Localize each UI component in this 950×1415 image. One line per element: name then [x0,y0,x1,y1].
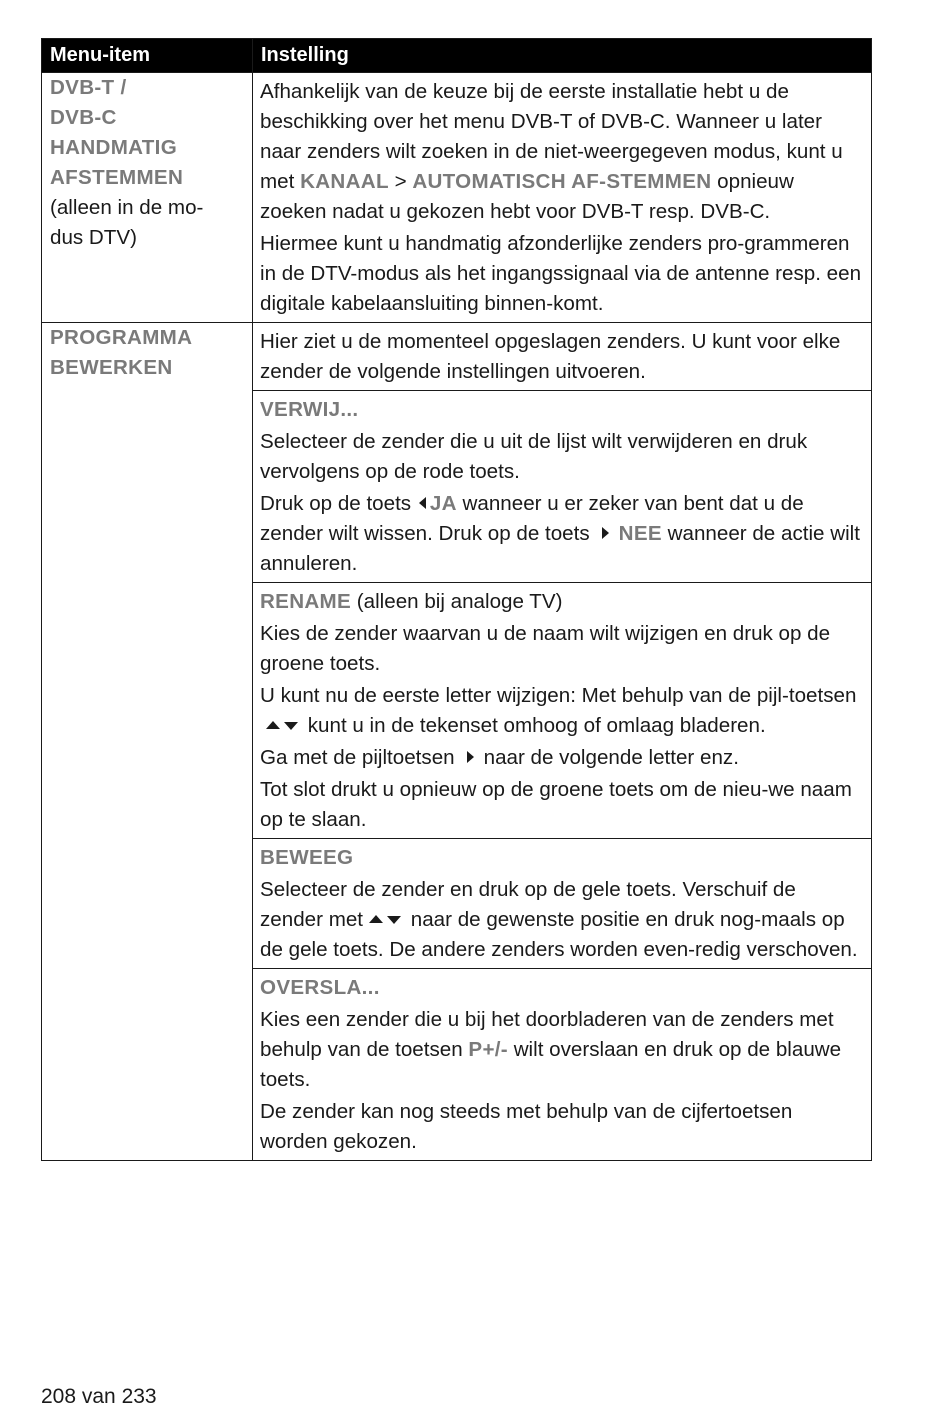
arrow-up-icon [369,915,383,923]
header-menu-item: Menu-item [42,39,253,73]
paragraph [260,681,863,741]
table-row [42,323,872,1161]
menu-item-dvb [42,73,252,253]
text: opnieuw zoeken nadat u gekozen hebt voor DVB-T resp. DVB-C. [260,170,794,223]
arrow-up-icon [266,721,280,729]
text: wilt overslaan en druk op de blauwe toets. [260,1038,842,1091]
keyword-kanaal: KANAAL [300,170,389,193]
paragraph [260,77,863,227]
text: kunt u in de tekenset omhoog of omlaag bladeren. [307,714,766,737]
text: Ga met de pijltoetsen [260,746,455,769]
separator: > [394,170,407,193]
paragraph: Tot slot drukt u opnieuw op de groene toets om de nieu-we naam op te slaan. [260,778,852,831]
menu-item-name: DVB-C [50,106,117,129]
text: Kies een zender die u bij het doorbladeren van de zenders met behulp van de toetsen [260,1008,834,1061]
rename-section [253,582,871,838]
paragraph [260,489,863,579]
text: Afhankelijk van de keuze bij de eerste installatie hebt u de beschikking over het menu DVB-T of DVB-C. Wanneer u later naar zenders wilt zoeken in de niet-weergegeven modus, kunt u met [260,80,843,193]
arrow-down-icon [284,722,298,730]
page-number: 208 van 233 [41,1385,157,1408]
table-row [42,73,872,323]
section-title: RENAME [260,590,352,613]
paragraph [260,743,863,773]
paragraph: Kies de zender waarvan u de naam wilt wijzigen en druk op de groene toets. [260,622,831,675]
paragraph: De zender kan nog steeds met behulp van de cijfertoetsen worden gekozen. [260,1100,793,1153]
keyword-nee: NEE [618,522,662,545]
skip-section [253,968,871,1160]
keyword-ja: JA [429,492,457,515]
section-title: BEWEEG [260,846,354,869]
section-title: VERWIJ... [260,398,359,421]
table-header-row [42,39,872,73]
menu-item-name: PROGRAMMA [50,326,193,349]
intro-section [253,323,871,390]
menu-item-note: (alleen in de mo-dus DTV) [50,196,204,249]
delete-section [253,390,871,582]
move-section [253,838,871,968]
text: naar de gewenste positie en druk nog-maals op de gele toets. De andere zenders worden even-redig verschoven. [260,908,858,961]
setting-description [253,73,871,322]
menu-item-cell [42,323,253,1161]
menu-item-name: BEWERKEN [50,356,173,379]
text: wanneer u er zeker van bent dat u de zender wilt wissen. Druk op de toets [260,492,804,545]
menu-item-name: DVB-T / [50,76,127,99]
menu-item-program-edit [42,323,252,383]
menu-item-name: HANDMATIG [50,136,178,159]
section-title-note: (alleen bij analoge TV) [356,590,563,613]
text: Druk op de toets [260,492,412,515]
arrow-right-icon [602,527,609,539]
paragraph: Hier ziet u de momenteel opgeslagen zenders. U kunt voor elke zender de volgende instellingen uitvoeren. [260,330,841,383]
setting-cell [253,323,872,1161]
text: U kunt nu de eerste letter wijzigen: Met behulp van de pijl-toetsen [260,684,857,707]
menu-item-name: AFSTEMMEN [50,166,184,189]
section-title: OVERSLA... [260,976,380,999]
keyword-p-plus-minus: P+/- [468,1038,508,1061]
keyword-auto-tune: AUTOMATISCH AF-STEMMEN [412,170,712,193]
paragraph [260,1005,863,1095]
section-title-line [260,587,863,617]
text: wanneer de actie wilt annuleren. [260,522,860,575]
menu-item-cell [42,73,253,323]
arrow-down-icon [387,916,401,924]
paragraph: Hiermee kunt u handmatig afzonderlijke zenders pro-grammeren in de DTV-modus als het ingangssignaal via de antenne resp. een digitale kabelaansluiting binnen-komt. [260,232,862,315]
text: Selecteer de zender en druk op de gele toets. Verschuif de zender met [260,878,796,931]
arrow-right-icon [467,751,474,763]
header-setting: Instelling [253,39,872,73]
arrow-left-icon [419,497,426,509]
paragraph: Selecteer de zender die u uit de lijst wilt verwijderen en druk vervolgens op de rode toets. [260,430,808,483]
setting-cell [253,73,872,323]
paragraph [260,875,863,965]
text: naar de volgende letter enz. [483,746,739,769]
settings-table [41,38,872,1161]
